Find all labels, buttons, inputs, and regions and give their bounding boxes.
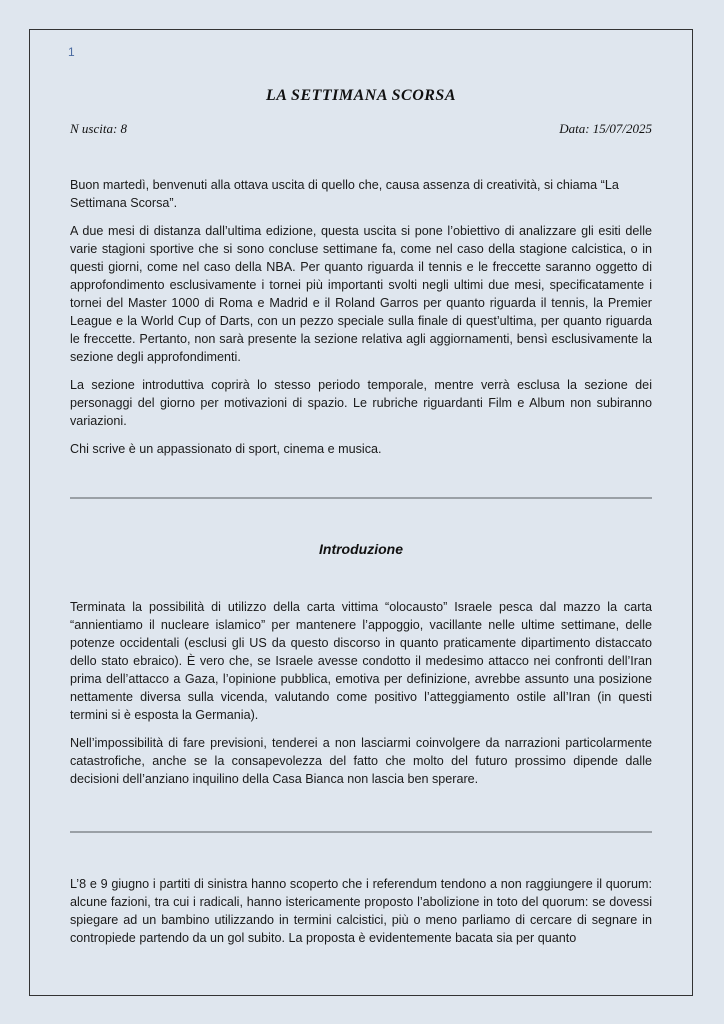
section-divider (70, 497, 652, 499)
intro-paragraph: La sezione introduttiva coprirà lo stesso periodo temporale, mentre verrà esclusa la sezione dei personaggi del giorno per motivazioni di spazio. Le rubriche riguardanti Film e Album non subiranno variazioni. (70, 378, 652, 428)
section-divider (70, 831, 652, 833)
section-title-introduzione: Introduzione (319, 541, 403, 557)
introduzione-section (70, 598, 652, 798)
intro-paragraph: Chi scrive è un appassionato di sport, cinema e musica. (70, 442, 382, 456)
referendum-paragraph: L’8 e 9 giugno i partiti di sinistra hanno scoperto che i referendum tendono a non raggiungere il quorum: alcune fazioni, tra cui i radicali, hanno istericamente proposto l’abolizione in toto del quorum: se dovessi spiegare ad un bambino utilizzando in termini calcistici, più o meno parliamo di cercare di segnare in contropiede partendo da un gol subito. La proposta è evidentemente bacata sia per quanto (70, 877, 652, 945)
introduzione-paragraph: Nell’impossibilità di fare previsioni, tenderei a non lasciarmi coinvolgere da narrazioni particolarmente catastrofiche, anche se la consapevolezza del fatto che molto del futuro prossimo dipende dalle decisioni dell’anziano inquilino della Casa Bianca non lascia ben sperare. (70, 736, 652, 786)
page-number: 1 (68, 45, 75, 59)
document-page (29, 29, 693, 996)
intro-paragraph: Buon martedì, benvenuti alla ottava uscita di quello che, causa assenza di creatività, si chiama “La Settimana Scorsa”. (70, 178, 619, 210)
introduzione-paragraph: Terminata la possibilità di utilizzo della carta vittima “olocausto” Israele pesca dal mazzo la carta “annientiamo il nucleare islamico” per mantenere l’appoggio, vacillante nelle ultime settimane, delle potenze occidentali (esclusi gli US da questo discorso in quanto praticamente dipartimento distaccato dello stato ebraico). È vero che, se Israele avesse condotto il medesimo attacco nei confronti dell’Iran prima dell’attacco a Gaza, l’opinione pubblica, emotiva per definizione, avrebbe assunto una posizione nettamente diversa sulla vicenda, valutando come positivo l’atteggiamento ostile all’Iran (in questi termini si è esposta la Germania). (70, 600, 652, 722)
issue-number: N uscita: 8 (70, 121, 128, 136)
issue-date: Data: 15/07/2025 (559, 121, 652, 136)
intro-section (70, 176, 652, 468)
newsletter-title: LA SETTIMANA SCORSA (265, 87, 456, 104)
issue-info-row (70, 121, 652, 137)
intro-paragraph: A due mesi di distanza dall’ultima edizione, questa uscita si pone l’obiettivo di analizzare gli esiti delle varie stagioni sportive che si sono concluse settimane fa, come nel caso della stagione calcistica, o in questi giorni, come nel caso della NBA. Per quanto riguarda il tennis e le freccette saranno oggetto di approfondimento esclusivamente i tornei più importanti svolti negli ultimi due mesi, specificatamente i tornei del Master 1000 di Roma e Madrid e il Roland Garros per quanto riguarda il tennis, la Premier League e la World Cup of Darts, con un pezzo speciale sulla finale di quest’ultima, per quanto riguarda le freccette. Pertanto, non sarà presente la sezione relativa agli aggiornamenti, bensì esclusivamente la sezione degli approfondimenti. (70, 224, 652, 364)
referendum-section (70, 875, 652, 957)
